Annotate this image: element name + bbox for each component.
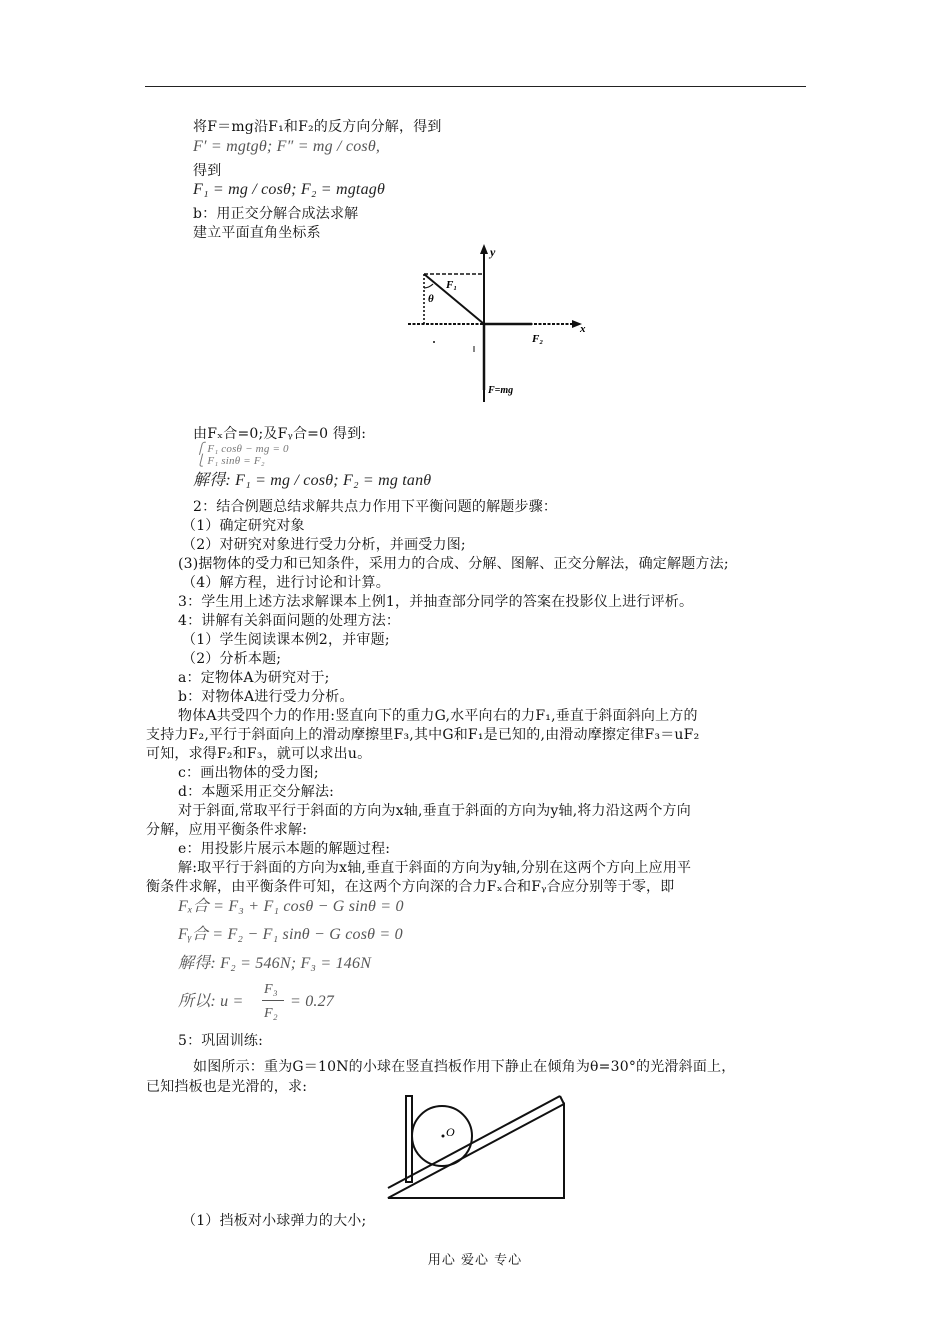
text-line: 3：学生用上述方法求解课本上例1，并抽查部分同学的答案在投影仪上进行评析。 [178, 594, 694, 610]
text-line: c：画出物体的受力图; [178, 765, 319, 781]
formula-line: 解得: F₂ = 546N; F₃ = 146N [178, 955, 372, 972]
speck [433, 341, 435, 343]
incline-wedge [388, 1104, 564, 1198]
text-line: （2）对研究对象进行受力分析，并画受力图; [182, 537, 466, 553]
text-line: 如图所示：重为G＝10N的小球在竖直挡板作用下静止在倾角为θ=30°的光滑斜面上， [193, 1059, 736, 1075]
text-line: 已知挡板也是光滑的，求: [146, 1079, 308, 1095]
incline-top-edge [560, 1096, 564, 1104]
text-line: （2）分析本题; [182, 651, 282, 667]
formula-line: F₁ = mg / cosθ; F₂ = mgtagθ [193, 181, 386, 198]
text-line: 得到 [193, 163, 222, 179]
center-label: O [446, 1125, 455, 1139]
formula-prefix: 所以: u = [178, 993, 244, 1010]
fraction-bar [262, 1000, 284, 1001]
header-rule [145, 86, 806, 87]
force-coordinate-diagram [400, 240, 600, 405]
text-line: （1）确定研究对象 [182, 518, 305, 534]
text-line: （1）挡板对小球弹力的大小; [182, 1213, 367, 1229]
text-line: 物体A共受四个力的作用:竖直向下的重力G,水平向右的力F₁,垂直于斜面斜向上方的 [178, 708, 698, 724]
page-footer: 用心 爱心 专心 [427, 1253, 523, 1268]
text-line: 解:取平行于斜面的方向为x轴,垂直于斜面的方向为y轴,分别在这两个方向上应用平 [178, 860, 692, 876]
incline-ball-diagram [380, 1090, 575, 1205]
text-line: e：用投影片展示本题的解题过程: [178, 841, 391, 857]
theta-label: θ [428, 293, 434, 305]
formula-line: F′ = mgtgθ; F″ = mg / cosθ, [193, 138, 381, 155]
equation-system-line: ⎩ F₁ sinθ = F₂ [196, 455, 265, 467]
formula-line: Fₓ合 = F₃ + F₁ cosθ − G sinθ = 0 [178, 898, 404, 915]
theta-arc [424, 284, 433, 288]
text-line: 4：讲解有关斜面问题的处理方法： [178, 613, 401, 629]
text-line: 将F＝mg沿F₁和F₂的反方向分解，得到 [193, 119, 442, 135]
formula-line: Fᵧ合 = F₂ − F₁ sinθ − G cosθ = 0 [178, 926, 403, 943]
mg-label: F=mg [488, 385, 514, 396]
ball-center-dot [442, 1135, 445, 1138]
f2-label: F₂ [532, 333, 544, 345]
formula-result: = 0.27 [290, 993, 334, 1010]
text-line: （4）解方程，进行讨论和计算。 [182, 575, 390, 591]
text-line: 建立平面直角坐标系 [193, 225, 321, 241]
y-axis-label: y [490, 245, 496, 259]
text-line: 可知，求得F₂和F₃，就可以求出u。 [146, 746, 372, 762]
fraction-denominator: F₂ [264, 1006, 278, 1021]
text-line: 2：结合例题总结求解共点力作用下平衡问题的解题步骤： [193, 499, 558, 515]
formula-line: 解得: F₁ = mg / cosθ; F₂ = mg tanθ [193, 472, 432, 489]
text-line: 5：巩固训练: [178, 1033, 264, 1049]
vertical-board [406, 1096, 412, 1182]
f1-label: F₁ [446, 279, 458, 291]
text-line: 由Fₓ合=0;及Fᵧ合=0 得到: [193, 426, 367, 442]
x-axis-label: x [580, 323, 586, 335]
text-line: （1）学生阅读课本例2，并审题; [182, 632, 390, 648]
text-line: a：定物体A为研究对于; [178, 670, 330, 686]
equation-system-line: ⎧ F₁ cosθ − mg = 0 [196, 443, 289, 455]
y-arrow-icon [480, 244, 488, 254]
text-line: 支持力F₂,平行于斜面向上的滑动摩擦里F₃,其中G和F₁是已知的,由滑动摩擦定律F₃＝uF₂ [146, 727, 700, 743]
incline-surface [388, 1096, 560, 1188]
text-line: 分解，应用平衡条件求解: [146, 822, 308, 838]
text-line: 对于斜面,常取平行于斜面的方向为x轴,垂直于斜面的方向为y轴,将力沿这两个方向 [178, 803, 691, 819]
text-line: d：本题采用正交分解法: [178, 784, 335, 800]
text-line: b：对物体A进行受力分析。 [178, 689, 354, 705]
fraction-numerator: F₃ [264, 982, 278, 997]
text-line: b：用正交分解合成法求解 [193, 206, 359, 222]
text-line: (3)据物体的受力和已知条件，采用力的合成、分解、图解、正交分解法，确定解题方法; [178, 556, 729, 572]
text-line: 衡条件求解，由平衡条件可知，在这两个方向深的合力Fₓ合和Fᵧ合应分别等于零，即 [146, 879, 675, 895]
